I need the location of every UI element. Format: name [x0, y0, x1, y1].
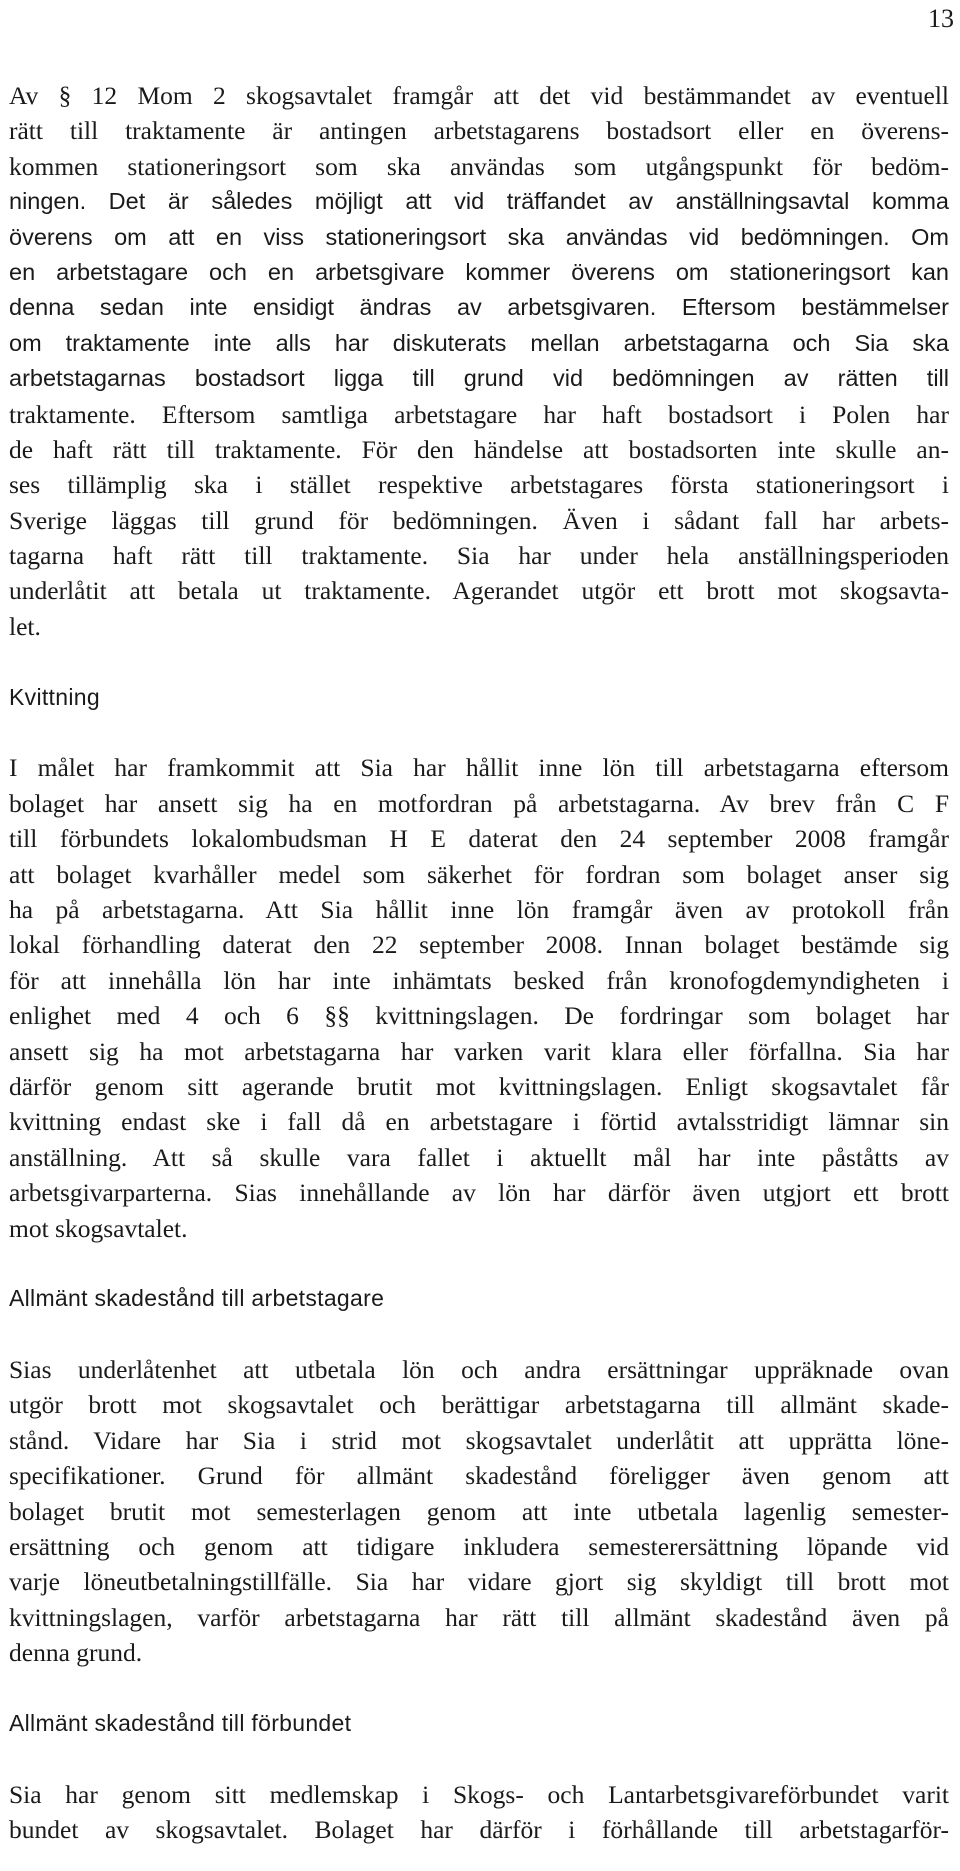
section-heading-kvittning: Kvittning [9, 683, 100, 710]
text-line: bolaget har ansett sig ha en motfordran på arbetstagarna. Av brev från C F [9, 788, 949, 818]
text-line: denna grund. [9, 1638, 143, 1668]
text-line: Av § 12 Mom 2 skogsavtalet framgår att det vid bestämmandet av eventuell [9, 81, 949, 110]
paragraph-kvittning [9, 750, 949, 1245]
text-line: rätt till traktamente är antingen arbetstagarens bostadsort eller en överens- [9, 116, 949, 146]
text-line: arbetstagarnas bostadsort ligga till grund vid bedömningen av rätten till [9, 365, 949, 392]
text-line: att bolaget kvarhåller medel som säkerhet för fordran som bolaget anser sig [9, 859, 949, 889]
text-line: bolaget brutit mot semesterlagen genom att inte utbetala lagenlig semester- [9, 1496, 949, 1526]
text-line: specifikationer. Grund för allmänt skadestånd föreligger även genom att [9, 1461, 949, 1491]
text-line: en arbetstagare och en arbetsgivare kommer överens om stationeringsort kan [9, 258, 949, 285]
text-line: ningen. Det är således möjligt att vid träffandet av anställningsavtal komma [9, 188, 949, 215]
text-line: denna sedan inte ensidigt ändras av arbetsgivaren. Eftersom bestämmelser [9, 294, 949, 321]
text-line: överens om att en viss stationeringsort ska användas vid bedömningen. Om [9, 223, 949, 250]
text-line: kvittningslagen, varför arbetstagarna har rätt till allmänt skadestånd även på [9, 1602, 949, 1632]
document-body [9, 78, 949, 1848]
text-line: arbetsgivarparterna. Sias innehållande av lön har därför även utgjort ett brott [9, 1178, 949, 1208]
text-line: därför genom sitt agerande brutit mot kvittningslagen. Enligt skogsavtalet får [9, 1071, 949, 1101]
paragraph-spacer [9, 644, 949, 679]
text-line: ha på arbetstagarna. Att Sia hållit inne lön framgår även av protokoll från [9, 894, 949, 924]
text-line: underlåtit att betala ut traktamente. Agerandet utgör ett brott mot skogsavta- [9, 576, 949, 606]
page-number: 13 [928, 4, 954, 33]
text-line: I målet har framkommit att Sia har hållit inne lön till arbetstagarna eftersom [9, 753, 949, 783]
text-line: för att innehålla lön har inte inhämtats besked från kronofogdemyndigheten i [9, 965, 949, 995]
paragraph-spacer [9, 715, 949, 750]
text-line: ansett sig ha mot arbetstagarna har varken varit klara eller förfallna. Sia har [9, 1036, 949, 1066]
text-line: lokal förhandling daterat den 22 september 2008. Innan bolaget bestämde sig [9, 930, 949, 960]
text-line: kvittning endast ske i fall då en arbetstagare i förtid avtalsstridigt lämnar sin [9, 1107, 949, 1137]
text-line: till förbundets lokalombudsman H E daterat den 24 september 2008 framgår [9, 824, 949, 854]
text-line: om traktamente inte alls har diskuterats mellan arbetstagarna och Sia ska [9, 329, 949, 356]
text-line: Sia har genom sitt medlemskap i Skogs- och Lantarbetsgivareförbundet varit [9, 1779, 949, 1809]
text-line: let. [9, 611, 41, 641]
text-line: Sverige läggas till grund för bedömningen. Även i sådant fall har arbets- [9, 505, 949, 535]
text-line: kommen stationeringsort som ska användas som utgångspunkt för bedöm- [9, 151, 949, 181]
text-line: enlighet med 4 och 6 §§ kvittningslagen. De fordringar som bolaget har [9, 1001, 949, 1031]
text-line: stånd. Vidare har Sia i strid mot skogsavtalet underlåtit att upprätta löne- [9, 1425, 949, 1455]
text-line: bundet av skogsavtalet. Bolaget har därför i förhållande till arbetstagarför- [9, 1815, 949, 1845]
section-heading-skadestand-forbundet: Allmänt skadestånd till förbundet [9, 1709, 352, 1736]
text-line: tagarna haft rätt till traktamente. Sia har under hela anställningsperioden [9, 541, 949, 571]
text-line: ersättning och genom att tidigare inkludera semesterersättning löpande vid [9, 1532, 949, 1562]
text-line: anställning. Att så skulle vara fallet i aktuellt mål har inte påståtts av [9, 1142, 949, 1172]
text-line: mot skogsavtalet. [9, 1213, 188, 1243]
paragraph-skadestand-forbundet [9, 1777, 949, 1848]
section-heading-skadestand-arbetstagare: Allmänt skadestånd till arbetstagare [9, 1285, 385, 1312]
text-line: de haft rätt till traktamente. För den händelse att bostadsorten inte skulle an- [9, 434, 949, 464]
paragraph-traktamente [9, 78, 949, 644]
paragraph-spacer [9, 1317, 949, 1352]
text-line: varje löneutbetalningstillfälle. Sia har vidare gjort sig skyldigt till brott mot [9, 1567, 949, 1597]
text-line: ses tillämplig ska i stället respektive arbetstagares första stationeringsort i [9, 470, 949, 500]
paragraph-spacer [9, 1671, 949, 1706]
text-line: traktamente. Eftersom samtliga arbetstagare har haft bostadsort i Polen har [9, 399, 949, 429]
paragraph-spacer [9, 1246, 949, 1281]
text-line: utgör brott mot skogsavtalet och berättigar arbetstagarna till allmänt skade- [9, 1390, 949, 1420]
paragraph-skadestand-arbetstagare [9, 1352, 949, 1671]
paragraph-spacer [9, 1741, 949, 1776]
text-line: Sias underlåtenhet att utbetala lön och andra ersättningar uppräknade ovan [9, 1355, 949, 1385]
